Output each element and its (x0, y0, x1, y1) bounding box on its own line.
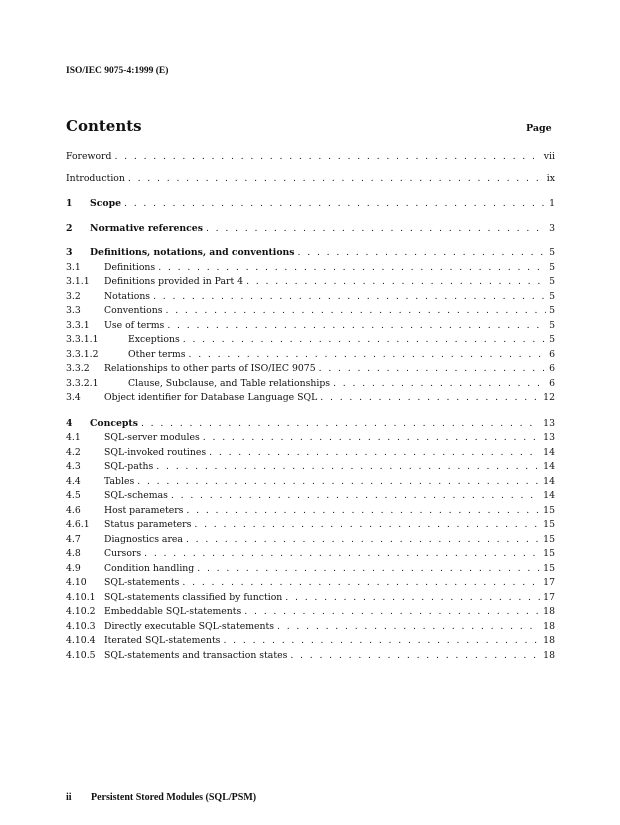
toc-title: Concepts (90, 418, 138, 429)
toc-entry[interactable] (66, 620, 555, 633)
toc-page: 5 (549, 247, 555, 258)
toc-entry[interactable] (66, 222, 555, 235)
toc-page: 12 (543, 392, 555, 403)
toc-entry[interactable] (66, 197, 555, 210)
toc-entry[interactable] (66, 417, 555, 430)
toc-number: 3.3.1.2 (66, 349, 99, 360)
toc-title: Object identifier for Database Language SQL (104, 392, 318, 403)
toc-number: 3.1 (66, 262, 81, 273)
toc-page: 13 (543, 418, 555, 429)
toc-page: 17 (543, 592, 555, 603)
toc-title: Introduction (66, 173, 125, 184)
toc-number: 4.9 (66, 563, 81, 574)
toc-title: SQL-invoked routines (104, 447, 207, 458)
toc-page: 14 (543, 447, 555, 458)
dot-leader (166, 304, 547, 317)
dot-leader (141, 417, 540, 430)
toc-entry[interactable] (66, 634, 555, 647)
toc-title: Condition handling (104, 563, 195, 574)
dot-leader (156, 460, 540, 473)
page-column-label: Page (526, 123, 552, 134)
toc-page: 5 (549, 334, 555, 345)
dot-leader (124, 197, 546, 210)
toc-title: SQL-schemas (104, 490, 168, 501)
toc-title: Status parameters (104, 519, 192, 530)
toc-entry[interactable] (66, 576, 555, 589)
dot-leader (171, 489, 540, 502)
page-title: Contents (66, 117, 142, 135)
toc-entry[interactable] (66, 377, 555, 390)
toc-title: Use of terms (104, 320, 165, 331)
dot-leader (320, 391, 540, 404)
toc-number: 4.10.1 (66, 592, 96, 603)
toc-number: 4.10.2 (66, 606, 96, 617)
toc-page: 6 (549, 363, 555, 374)
dot-leader (223, 634, 540, 647)
toc-entry[interactable] (66, 275, 555, 288)
toc-title: Scope (90, 198, 121, 209)
toc-title: Directly executable SQL-statements (104, 621, 275, 632)
dot-leader (277, 620, 540, 633)
toc-entry[interactable] (66, 475, 555, 488)
toc-title: Conventions (104, 305, 163, 316)
toc-page: vii (543, 151, 555, 162)
toc-entry[interactable] (66, 504, 555, 517)
toc-title: Foreword (66, 151, 112, 162)
toc-title: Definitions provided in Part 4 (104, 276, 244, 287)
toc-number: 4.5 (66, 490, 81, 501)
toc-number: 3.3.2.1 (66, 378, 99, 389)
toc-title: Other terms (128, 349, 186, 360)
toc-title: SQL-statements (104, 577, 180, 588)
toc-page: 15 (543, 534, 555, 545)
toc-entry[interactable] (66, 391, 555, 404)
dot-leader (186, 504, 540, 517)
toc-entry[interactable] (66, 150, 555, 163)
toc-number: 4.10.3 (66, 621, 96, 632)
toc-title: Tables (104, 476, 135, 487)
toc-page: 14 (543, 461, 555, 472)
toc-title: Clause, Subclause, and Table relationships (128, 378, 331, 389)
footer-title: Persistent Stored Modules (SQL/PSM) (91, 792, 257, 803)
toc-number: 3.2 (66, 291, 81, 302)
toc-entry[interactable] (66, 290, 555, 303)
toc-page: 13 (543, 432, 555, 443)
toc-entry[interactable] (66, 362, 555, 375)
toc-page: 5 (549, 291, 555, 302)
toc-page: 1 (549, 198, 555, 209)
toc-number: 4 (66, 418, 73, 429)
toc-number: 4.10.5 (66, 650, 96, 661)
toc-entry[interactable] (66, 304, 555, 317)
toc-title: Relationships to other parts of ISO/IEC 9075 (104, 363, 316, 374)
toc-entry[interactable] (66, 649, 555, 662)
toc-entry[interactable] (66, 333, 555, 346)
dot-leader (246, 275, 546, 288)
dot-leader (290, 649, 540, 662)
dot-leader (128, 172, 544, 185)
toc-page: 5 (549, 276, 555, 287)
toc-page: 15 (543, 505, 555, 516)
dot-leader (285, 591, 540, 604)
dot-leader (206, 222, 546, 235)
toc-page: 15 (543, 563, 555, 574)
toc-entry[interactable] (66, 533, 555, 546)
toc-entry[interactable] (66, 591, 555, 604)
toc-page: 14 (543, 476, 555, 487)
dot-leader (182, 576, 540, 589)
toc-title: Exceptions (128, 334, 180, 345)
dot-leader (197, 562, 540, 575)
toc-title: SQL-statements and transaction states (104, 650, 288, 661)
toc-number: 4.4 (66, 476, 81, 487)
dot-leader (158, 261, 546, 274)
toc-number: 4.1 (66, 432, 81, 443)
toc-number: 4.8 (66, 548, 81, 559)
dot-leader (167, 319, 546, 332)
toc-entry[interactable] (66, 562, 555, 575)
toc-entry[interactable] (66, 518, 555, 531)
dot-leader (144, 547, 540, 560)
dot-leader (189, 348, 547, 361)
toc-entry[interactable] (66, 489, 555, 502)
dot-leader (137, 475, 540, 488)
toc-number: 3.3.1.1 (66, 334, 99, 345)
toc-number: 3.4 (66, 392, 81, 403)
toc-page: 15 (543, 548, 555, 559)
toc-page: 5 (549, 320, 555, 331)
toc-page: 5 (549, 262, 555, 273)
toc-title: Embeddable SQL-statements (104, 606, 242, 617)
toc-title: Notations (104, 291, 151, 302)
toc-number: 4.10 (66, 577, 87, 588)
toc-number: 4.6.1 (66, 519, 90, 530)
dot-leader (209, 446, 540, 459)
toc-page: ix (546, 173, 555, 184)
toc-entry[interactable] (66, 446, 555, 459)
dot-leader (186, 533, 540, 546)
toc-page: 5 (549, 305, 555, 316)
toc-entry[interactable] (66, 246, 555, 259)
toc-entry[interactable] (66, 319, 555, 332)
toc-entry[interactable] (66, 547, 555, 560)
toc-number: 4.3 (66, 461, 81, 472)
toc-number: 3.1.1 (66, 276, 90, 287)
page-footer (66, 792, 256, 803)
toc-number: 3.3.2 (66, 363, 90, 374)
toc-page: 6 (549, 378, 555, 389)
toc-number: 1 (66, 198, 73, 209)
toc-entry[interactable] (66, 261, 555, 274)
toc-number: 2 (66, 223, 73, 234)
toc-number: 4.2 (66, 447, 81, 458)
toc-entry[interactable] (66, 431, 555, 444)
toc-page: 18 (543, 650, 555, 661)
dot-leader (319, 362, 546, 375)
toc-number: 4.6 (66, 505, 81, 516)
dot-leader (333, 377, 546, 390)
toc-entry[interactable] (66, 348, 555, 361)
footer-page-number: ii (66, 792, 72, 803)
dot-leader (114, 150, 540, 163)
toc-page: 18 (543, 635, 555, 646)
toc-title: Cursors (104, 548, 142, 559)
toc-page: 14 (543, 490, 555, 501)
toc-entry[interactable] (66, 460, 555, 473)
toc-page: 3 (549, 223, 555, 234)
toc-page: 17 (543, 577, 555, 588)
toc-page: 6 (549, 349, 555, 360)
toc-number: 3.3.1 (66, 320, 90, 331)
toc-title: Diagnostics area (104, 534, 183, 545)
toc-number: 3.3 (66, 305, 81, 316)
toc-title: Definitions (104, 262, 156, 273)
toc-entry[interactable] (66, 172, 555, 185)
toc-page: 15 (543, 519, 555, 530)
dot-leader (244, 605, 540, 618)
dot-leader (194, 518, 540, 531)
toc-entry[interactable] (66, 605, 555, 618)
toc-page: 18 (543, 606, 555, 617)
dot-leader (203, 431, 540, 444)
toc-title: Normative references (90, 223, 203, 234)
toc-title: Definitions, notations, and conventions (90, 247, 295, 258)
toc-title: SQL-paths (104, 461, 154, 472)
toc-number: 4.10.4 (66, 635, 96, 646)
toc-title: SQL-server modules (104, 432, 200, 443)
toc-number: 4.7 (66, 534, 81, 545)
toc-title: SQL-statements classified by function (104, 592, 283, 603)
document-header: ISO/IEC 9075-4:1999 (E) (66, 66, 169, 76)
toc-title: Host parameters (104, 505, 184, 516)
toc-title: Iterated SQL-statements (104, 635, 221, 646)
toc-number: 3 (66, 247, 73, 258)
dot-leader (183, 333, 546, 346)
dot-leader (298, 246, 547, 259)
dot-leader (153, 290, 546, 303)
toc-page: 18 (543, 621, 555, 632)
